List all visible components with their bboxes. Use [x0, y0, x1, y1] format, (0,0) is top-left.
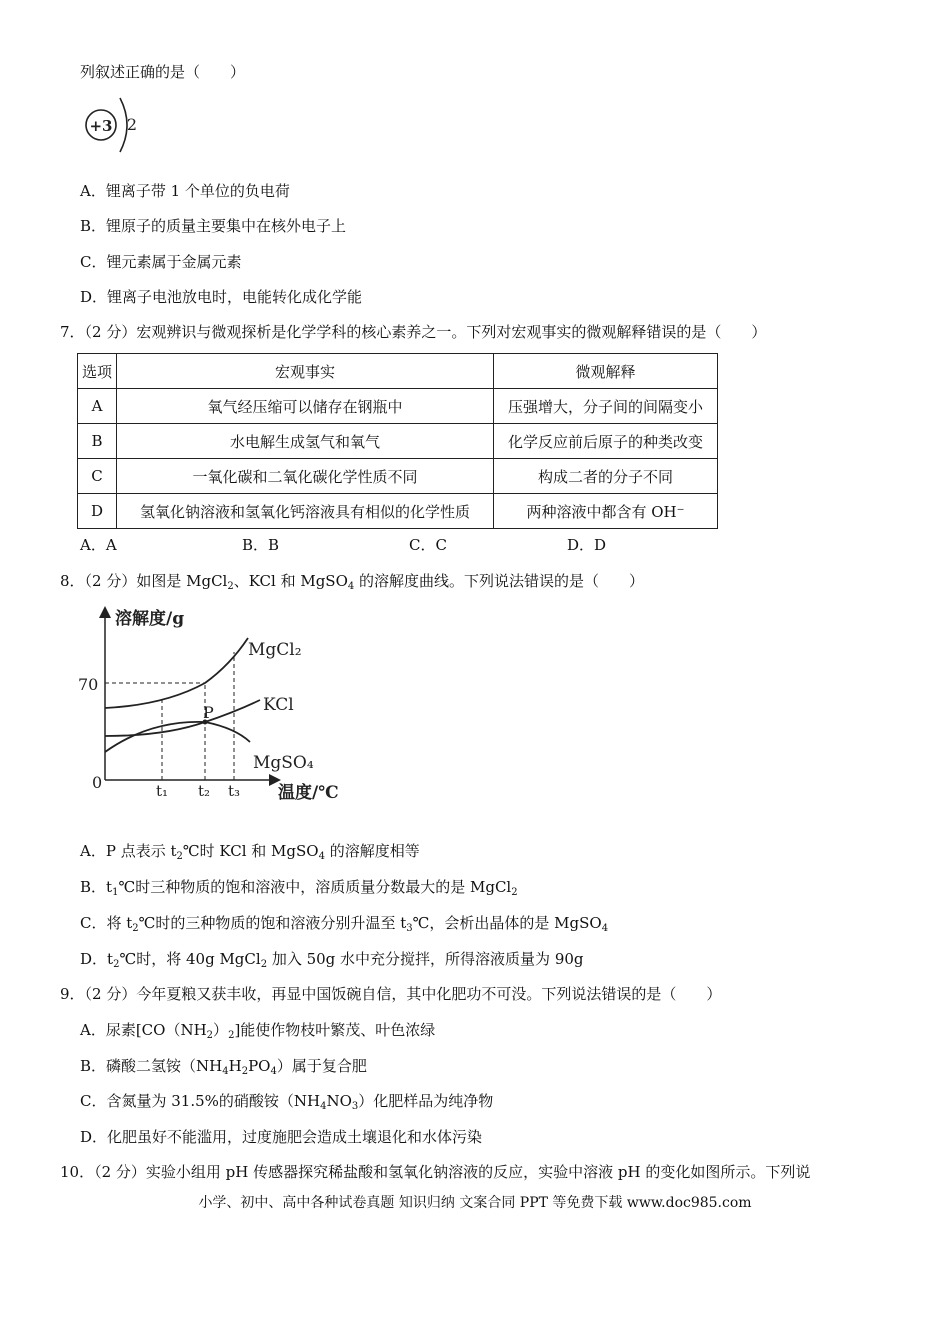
x-tick-t2: t₂: [198, 782, 211, 800]
y-tick-70: 70: [78, 675, 99, 694]
q6-option-a: A．锂离子带 1 个单位的负电荷: [80, 182, 290, 200]
q8-option-a: A．P 点表示 $t_2℃$时 KCl 和 MgSO$_4$ 的溶解度相等: [80, 842, 420, 862]
point-p-label: P: [203, 703, 214, 722]
q6-option-b: B．锂原子的质量主要集中在核外电子上: [80, 217, 347, 235]
curve-mgcl2: [105, 638, 248, 708]
q9-option-c: C．含氮量为 31.5%的硝酸铵$(NH_4NO_3)$化肥样品为纯净物: [80, 1092, 494, 1112]
x-tick-t3: t₃: [228, 782, 241, 800]
atom-nucleus-label: +3: [89, 117, 113, 135]
x-tick-t1: t₁: [156, 782, 169, 800]
header-macro-fact: 宏观事实: [117, 354, 494, 389]
q7-option-b: B．B: [242, 536, 280, 554]
cell-micro-explanation: 压强增大，分子间的间隔变小: [494, 389, 718, 424]
cell-macro-fact: 氢氧化钠溶液和氢氧化钙溶液具有相似的化学性质: [117, 494, 494, 529]
cell-option: A: [78, 389, 117, 424]
header-option: 选项: [78, 354, 117, 389]
q9-option-d: D．化肥虽好不能滥用，过度施肥会造成土壤退化和水体污染: [80, 1128, 483, 1146]
cell-micro-explanation: 构成二者的分子不同: [494, 459, 718, 494]
q9-option-b: B．磷酸二氢铵$(NH_4H_2PO_4)$属于复合肥: [80, 1057, 367, 1077]
q7-stem: 7．（2 分）宏观辨识与微观探析是化学学科的核心素养之一。下列对宏观事实的微观解释错误的是（ ）: [60, 323, 767, 341]
y-axis-label: 溶解度/g: [115, 609, 185, 629]
cell-option: D: [78, 494, 117, 529]
q8-option-d: D．$t_2℃$时，将 40g MgCl$_2$ 加入 50g 水中充分搅拌，所得溶液质量为 90g: [80, 950, 584, 970]
q9-stem: 9．（2 分）今年夏粮又获丰收，再显中国饭碗自信，其中化肥功不可没。下列说法错误的是（ ）: [60, 985, 722, 1003]
table-row: [78, 459, 718, 494]
x-axis-label: 温度/℃: [278, 783, 339, 803]
header-micro-explanation: 微观解释: [494, 354, 718, 389]
q8-option-c: C．将 $t_2℃$时的三种物质的饱和溶液分别升温至 $t_3℃$，会析出晶体的是 MgSO$_4$: [80, 914, 609, 934]
q9-option-a: A．尿素$[CO(NH_2)_2]$能使作物枝叶繁茂、叶色浓绿: [80, 1021, 436, 1041]
q6-option-c: C．锂元素属于金属元素: [80, 253, 242, 271]
cell-option: B: [78, 424, 117, 459]
solubility-curve-chart: [70, 600, 370, 810]
curve-mgso4: [105, 722, 250, 752]
table-header-row: [78, 354, 718, 389]
cell-option: C: [78, 459, 117, 494]
q6-option-d: D．锂离子电池放电时，电能转化成化学能: [80, 288, 363, 306]
q8-stem: 8．（2 分）如图是 MgCl$_2$、KCl 和 MgSO$_4$ 的溶解度曲线。下列说法错误的是（ ）: [60, 572, 645, 592]
q7-option-c: C．C: [409, 536, 447, 554]
atom-shell-electrons: 2: [126, 115, 138, 134]
page-footer: 小学、初中、高中各种试卷真题 知识归纳 文案合同 PPT 等免费下载 www.doc985.com: [198, 1195, 752, 1211]
q7-option-a: A．A: [80, 536, 117, 554]
cell-macro-fact: 水电解生成氢气和氧气: [117, 424, 494, 459]
table-row: [78, 389, 718, 424]
lithium-atom-diagram: [82, 94, 142, 156]
curve-label-mgcl2: MgCl₂: [248, 640, 302, 660]
cell-micro-explanation: 两种溶液中都含有 OH⁻: [494, 494, 718, 529]
cell-micro-explanation: 化学反应前后原子的种类改变: [494, 424, 718, 459]
origin-label: 0: [92, 773, 103, 792]
table-row: [78, 494, 718, 529]
curve-label-mgso4: MgSO₄: [253, 753, 314, 773]
q7-option-d: D．D: [567, 536, 607, 554]
cell-macro-fact: 一氧化碳和二氧化碳化学性质不同: [117, 459, 494, 494]
q8-option-b: B．$t_1℃$时三种物质的饱和溶液中，溶质质量分数最大的是 MgCl$_2$: [80, 878, 518, 898]
curve-label-kcl: KCl: [263, 695, 294, 715]
table-row: [78, 424, 718, 459]
q7-table: [77, 353, 718, 529]
q10-stem: 10．（2 分）实验小组用 pH 传感器探究稀盐酸和氢氧化钠溶液的反应，实验中溶液 pH 的变化如图所示。下列说: [60, 1163, 811, 1181]
q6-stem-tail: 列叙述正确的是（ ）: [80, 63, 246, 81]
cell-macro-fact: 氧气经压缩可以储存在钢瓶中: [117, 389, 494, 424]
